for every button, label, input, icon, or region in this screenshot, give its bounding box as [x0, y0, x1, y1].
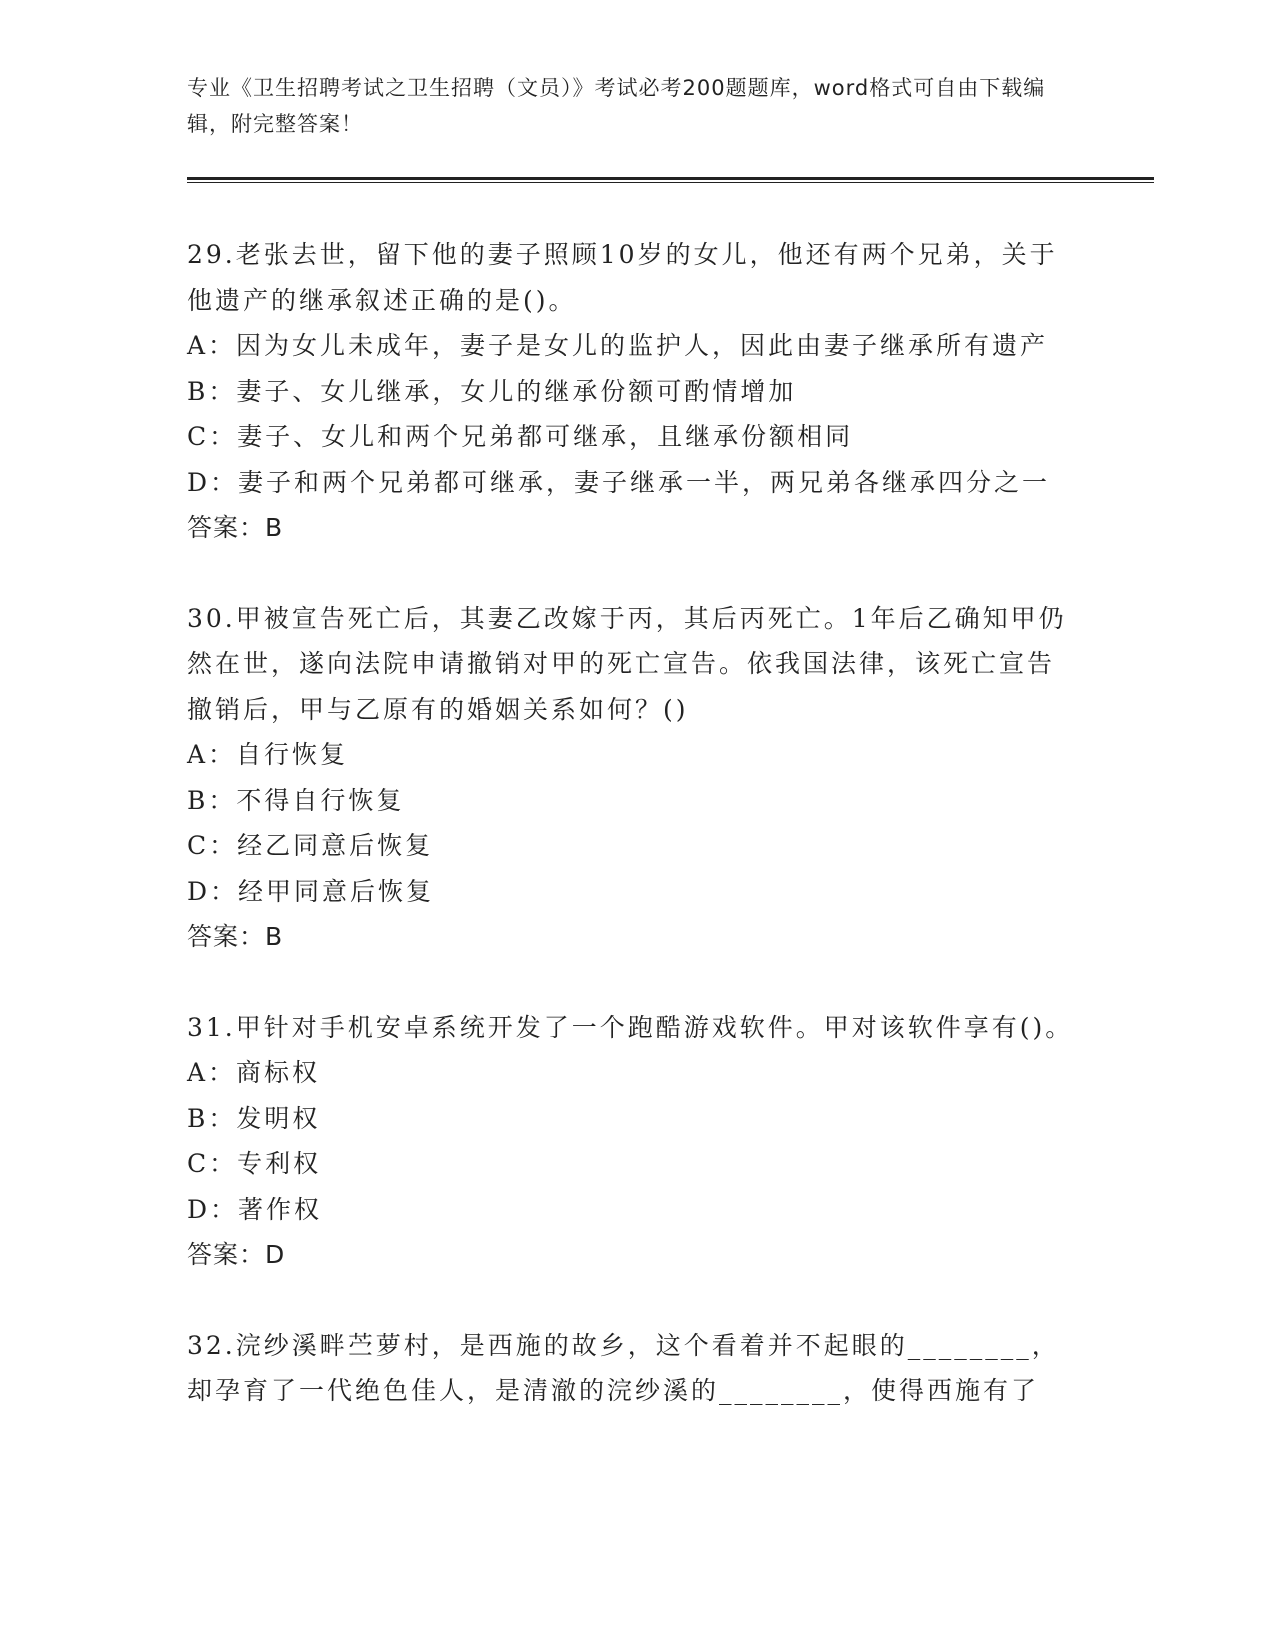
header-divider-thin: [187, 182, 1154, 183]
question-32: [187, 1323, 1077, 1414]
question-29: [187, 232, 1077, 551]
option-c: C：妻子、女儿和两个兄弟都可继承，且继承份额相同: [187, 422, 854, 451]
answer-line: 答案：B: [187, 922, 284, 951]
option-b: B：不得自行恢复: [187, 785, 405, 815]
answer-line: 答案：B: [187, 513, 284, 542]
question-31: [187, 1005, 1077, 1278]
question-30: [187, 596, 1077, 960]
header-divider-thick: [187, 177, 1154, 180]
option-d: D：经甲同意后恢复: [187, 876, 435, 906]
option-d: D：著作权: [187, 1194, 323, 1224]
question-list: [187, 232, 1077, 1459]
question-stem: 29.老张去世，留下他的妻子照顾10岁的女儿，他还有两个兄弟，关于他遗产的继承叙述正确的是()。: [187, 240, 1058, 315]
option-d: D：妻子和两个兄弟都可继承，妻子继承一半，两兄弟各继承四分之一: [187, 467, 1051, 497]
document-header: 专业《卫生招聘考试之卫生招聘（文员）》考试必考200题题库，word格式可自由下载编辑，附完整答案！: [187, 76, 1046, 136]
option-c: C：专利权: [187, 1149, 322, 1178]
option-a: A：商标权: [187, 1058, 321, 1087]
question-stem: 30.甲被宣告死亡后，其妻乙改嫁于丙，其后丙死亡。1年后乙确知甲仍然在世，遂向法院申请撤销对甲的死亡宣告。依我国法律，该死亡宣告撤销后，甲与乙原有的婚姻关系如何？(): [187, 603, 1067, 724]
option-a: A：自行恢复: [187, 740, 349, 769]
answer-line: 答案：D: [187, 1240, 286, 1269]
option-b: B：妻子、女儿继承，女儿的继承份额可酌情增加: [187, 376, 797, 406]
question-stem: 32.浣纱溪畔苎萝村，是西施的故乡，这个看着并不起眼的________，却孕育了一代绝色佳人，是清澈的浣纱溪的________，使得西施有了: [187, 1330, 1060, 1405]
option-c: C：经乙同意后恢复: [187, 831, 434, 860]
question-stem: 31.甲针对手机安卓系统开发了一个跑酷游戏软件。甲对该软件享有()。: [187, 1012, 1074, 1042]
option-b: B：发明权: [187, 1103, 321, 1133]
option-a: A：因为女儿未成年，妻子是女儿的监护人，因此由妻子继承所有遗产: [187, 331, 1049, 360]
